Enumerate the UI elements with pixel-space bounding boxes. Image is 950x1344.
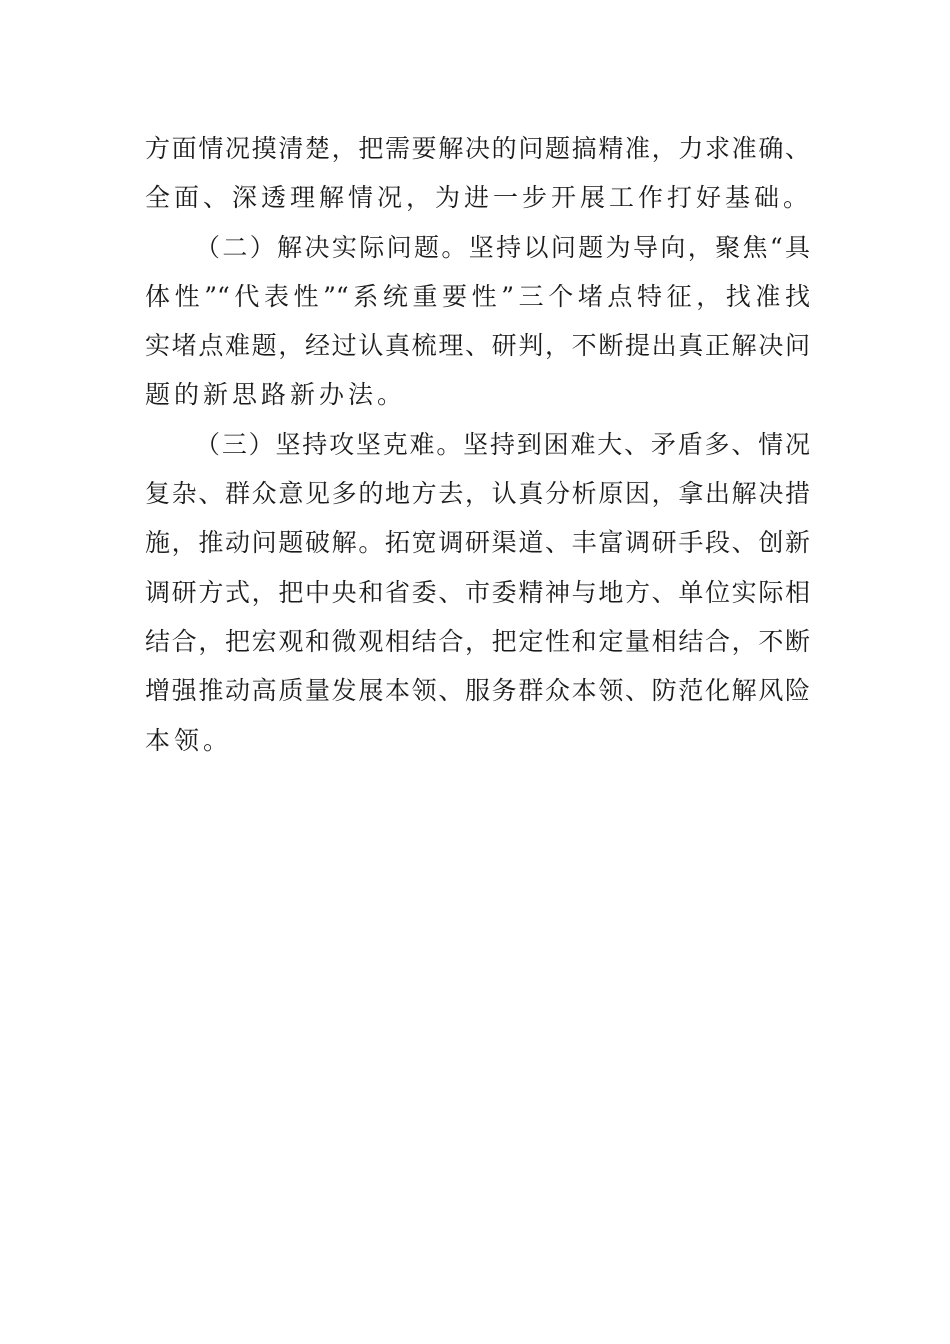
paragraph-2-line-3: 实堵点难题，经过认真梳理、研判，不断提出真正解决问	[145, 331, 810, 361]
paragraph-2-line-2: 体性”“代表性”“系统重要性”三个堵点特征，找准找	[145, 281, 810, 311]
paragraph-1-line-2: 全面、深透理解情况，为进一步开展工作打好基础。	[145, 183, 813, 213]
paragraph-2-line-4: 题的新思路新办法。	[145, 380, 407, 410]
paragraph-2-line-1: （二）解决实际问题。坚持以问题为导向，聚焦“具	[195, 232, 810, 262]
paragraph-3-line-6: 增强推动高质量发展本领、服务群众本领、防范化解风险	[145, 676, 810, 706]
paragraph-3-line-2: 复杂、群众意见多的地方去，认真分析原因，拿出解决措	[145, 479, 810, 509]
paragraph-3-line-4: 调研方式，把中央和省委、市委精神与地方、单位实际相	[145, 577, 810, 607]
paragraph-3-line-7: 本领。	[145, 725, 233, 755]
paragraph-1-line-1: 方面情况摸清楚，把需要解决的问题搞精准，力求准确、	[145, 134, 810, 163]
document-body	[145, 124, 813, 765]
paragraph-3-line-3: 施，推动问题破解。拓宽调研渠道、丰富调研手段、创新	[145, 528, 810, 558]
paragraph-3-line-5: 结合，把宏观和微观相结合，把定性和定量相结合，不断	[145, 626, 810, 656]
paragraph-3-line-1: （三）坚持攻坚克难。坚持到困难大、矛盾多、情况	[195, 429, 810, 459]
